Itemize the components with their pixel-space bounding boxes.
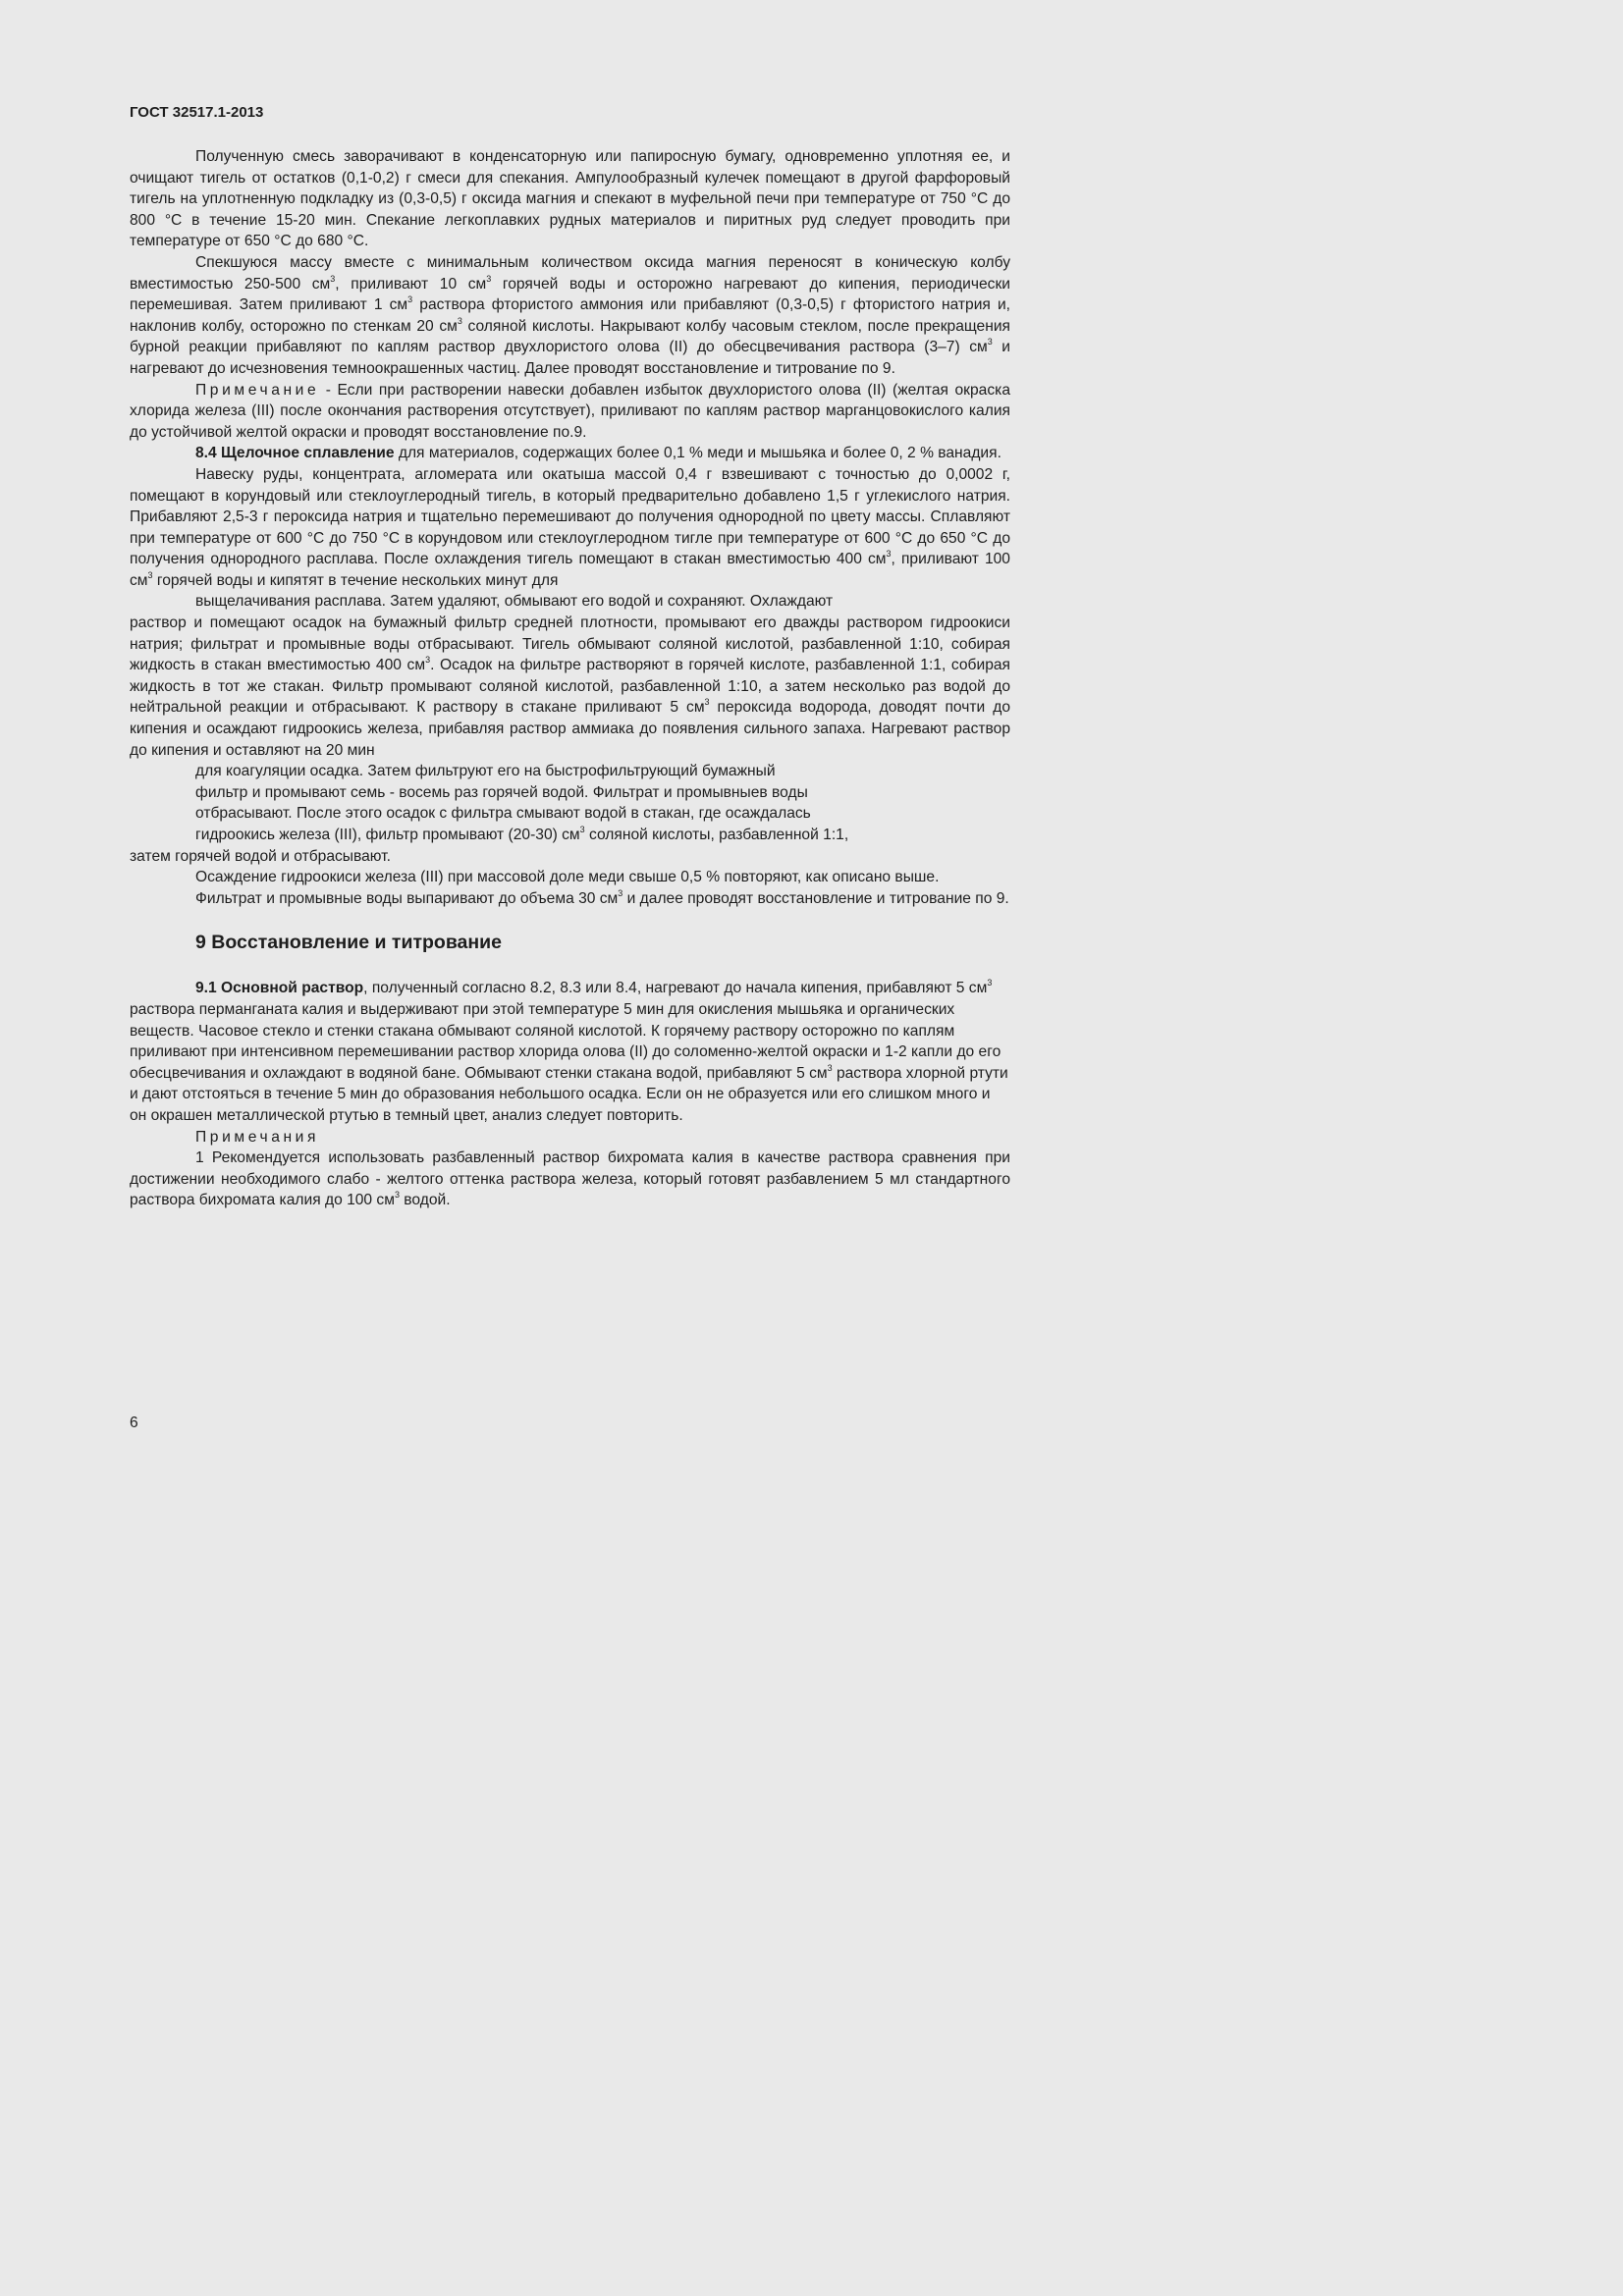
text-run: для материалов, содержащих более 0,1 % меди и мышьяка и более 0, 2 % ванадия.: [394, 445, 1001, 462]
superscript: 3: [579, 825, 585, 834]
text-line: для коагуляции осадка. Затем фильтруют его на быстрофильтрующий бумажный: [195, 763, 776, 780]
note-label: Примечание: [195, 381, 320, 399]
superscript: 3: [407, 294, 413, 305]
text-line: фильтр и промывают семь - восемь раз горячей водой. Фильтрат и промывныев воды: [195, 783, 808, 801]
document-header: ГОСТ 32517.1-2013: [130, 104, 264, 121]
paragraph: [130, 464, 1010, 592]
subsection-title: 8.4 Щелочное сплавление: [195, 445, 395, 462]
subsection-paragraph: [130, 443, 1010, 464]
text-run: раствора фтористого аммония или прибавляют (0,3-0,5) г фтористого натрия и, наклонив колбу, осторожно по стенкам 20 см: [130, 296, 1010, 335]
text-run: выщелачивания расплава. Затем удаляют, обмывают его водой и сохраняют. Охлаждают: [195, 593, 834, 611]
text-run: . Осадок на фильтре растворяют в горячей кислоте, разбавленной 1:1, собирая жидкость в тот же стакан. Фильтр промывают соляной кислотой, разбавленной 1:10, а затем несколько раз водой до нейтральной реакции и отбрасывают. К раствору в стакане приливают 5 см: [130, 657, 1010, 717]
page-number: 6: [130, 1415, 138, 1431]
note-text: - Если при растворении навески добавлен избыток двухлористого олова (II) (желтая окраска хлорида железа (III) после окончания растворения отсутствует), приливают по каплям раствор марганцовокислого калия до устойчивой желтой окраски и проводят восстановление по.9.: [130, 381, 1010, 441]
superscript: 3: [147, 569, 153, 580]
text-run: соляной кислоты. Накрывают колбу часовым стеклом, после прекращения бурной реакции прибавляют по каплям раствор двухлористого олова (II) до обесцвечивания раствора (3–7) см: [130, 317, 1010, 356]
superscript: 3: [886, 549, 892, 560]
text-run: горячей воды и осторожно нагревают до кипения, периодически перемешивая. Затем приливают 1 см: [130, 275, 1010, 314]
superscript: 3: [394, 1190, 400, 1201]
text-run: , приливают 100 см: [130, 551, 1010, 589]
superscript: 3: [486, 273, 492, 284]
paragraph: Осаждение гидроокиси железа (III) при массовой доле меди свыше 0,5 % повторяют, как описано выше.: [195, 869, 940, 886]
text-run: горячей воды и кипятят в течение нескольких минут для: [152, 571, 559, 589]
text-run: Спекшуюся массу вместе с минимальным количеством оксида магния переносят в коническую колбу вместимостью 250-500 см: [130, 253, 1010, 293]
text-run: гидроокись железа (III), фильтр промывают (20-30) см: [195, 827, 580, 843]
text-run: соляной кислоты, разбавленной 1:1,: [584, 827, 849, 843]
superscript: 3: [457, 315, 462, 326]
paragraph: Полученную смесь заворачивают в конденсаторную или папиросную бумагу, одновременно уплотняя ее, и очищают тигель от остатков (0,1-0,2) г смеси для спекания. Ампулообразный кулечек помещают в другой фарфоровый тигель на уплотненную подкладку из (0,3-0,5) г оксида магния и спекают в муфельной печи при температуре от 750 °С до 800 °С в течение 15-20 мин. Спекание легкоплавких рудных материалов и пиритных руд следует проводить при температуре от 650 °С до 680 °С.: [130, 148, 1010, 250]
text-run: водой.: [399, 1192, 451, 1209]
notes-label: [130, 1127, 1010, 1148]
notes-label-text: Примечания: [195, 1128, 320, 1146]
paragraph: [130, 825, 1010, 867]
superscript: 3: [425, 655, 431, 666]
superscript: 3: [987, 337, 993, 347]
paragraph: [130, 888, 1010, 910]
note: [130, 1148, 1010, 1211]
text-run: 1 Рекомендуется использовать разбавленный раствор бихромата калия в качестве раствора сравнения при достижении необходимого слабо - желтого оттенка раствора железа, который готовят разбавлением 5 мл стандартного раствора бихромата калия до 100 см: [130, 1149, 1010, 1209]
subsection-title: 9.1 Основной раствор: [195, 980, 364, 997]
document-body: [130, 146, 1010, 1211]
text-run: , приливают 10 см: [335, 275, 487, 293]
text-run: и нагревают до исчезновения темноокрашенных частиц. Далее проводят восстановление и титрование по 9.: [130, 339, 1010, 377]
paragraph: [130, 591, 1010, 761]
text-line: отбрасывают. После этого осадок с фильтра смывают водой в стакан, где осаждалась: [195, 805, 811, 823]
section-heading: 9 Восстановление и титрование: [195, 932, 503, 954]
paragraph: [130, 252, 1010, 380]
text-run: Навеску руды, концентрата, агломерата или окатыша массой 0,4 г взвешивают с точностью до 0,0002 г, помещают в корундовый или стеклоуглеродный тигель, в который предварительно добавлено 1,5 г углекислого натрия. Прибавляют 2,5-3 г пероксида натрия и тщательно перемешивают до получения однородной по цвету массы. Сплавляют при температуре от 600 °С до 750 °С в корундовом или стеклоуглеродном тигле при температуре от 600 °С до 650 °С до получения однородного расплава. После охлаждения тигель помещают в стакан вместимостью 400 см: [130, 465, 1010, 568]
document-page: [0, 0, 1088, 1539]
superscript: 3: [987, 978, 993, 988]
text-run: раствор и помещают осадок на бумажный фильтр средней плотности, промывают его дважды раствором гидроокиси натрия; фильтрат и промывные воды отбрасывают. Тигель обмывают соляной кислотой, разбавленной 1:10, собирая жидкость в стакан вместимостью 400 см: [130, 614, 1010, 674]
superscript: 3: [704, 697, 710, 708]
text-run: раствора перманганата калия и выдерживают при этой температуре 5 мин для окисления мышьяка и органических веществ. Часовое стекло и стенки стакана обмывают соляной кислотой. К горячему раствору осторожно по каплям приливают при интенсивном перемешивании раствор хлорида олова (II) до соломенно-желтой окраски и 1-2 капли до его обесцвечивания и охлаждают в водяной бане. Обмывают стенки стакана водой, прибавляют 5 см: [130, 1000, 1001, 1082]
superscript: 3: [827, 1062, 833, 1073]
text-run: затем горячей водой и отбрасывают.: [130, 847, 391, 865]
text-run: и далее проводят восстановление и титрование по 9.: [622, 889, 1009, 907]
superscript: 3: [330, 273, 336, 284]
text-run: Фильтрат и промывные воды выпаривают до объема 30 см: [195, 889, 619, 907]
note: [130, 380, 1010, 444]
text-run: пероксида водорода, доводят почти до кипения и осаждают гидроокись железа, прибавляя раствор аммиака до появления сильного запаха. Нагревают раствор до кипения и оставляют на 20 мин: [130, 699, 1010, 759]
text-run: раствора хлорной ртути и дают отстояться в течение 5 мин до образования небольшого осадка. Если он не образуется или его слишком много и он окрашен металлической ртутью в темный цвет, анализ следует повторить.: [130, 1064, 1008, 1124]
superscript: 3: [618, 887, 623, 898]
text-run: , полученный согласно 8.2, 8.3 или 8.4, нагревают до начала кипения, прибавляют 5 см: [363, 980, 988, 997]
subsection-paragraph: [130, 978, 1010, 1126]
